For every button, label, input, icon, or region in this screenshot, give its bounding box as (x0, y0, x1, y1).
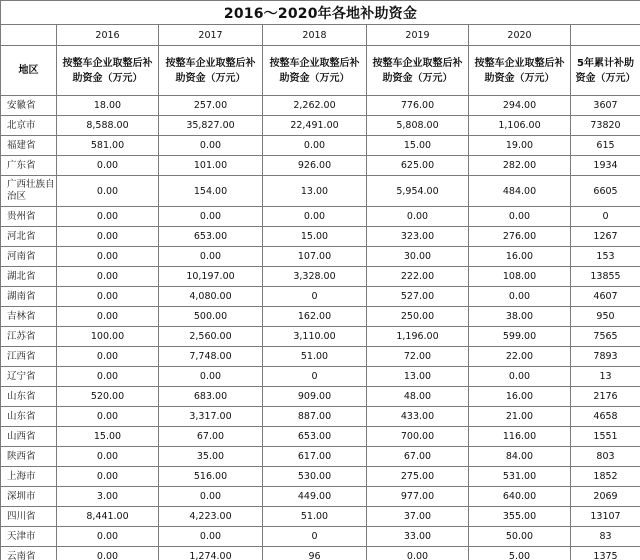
subsidy-cell-2019: 37.00 (367, 507, 469, 527)
subsidy-cell-2020: 5.00 (469, 547, 571, 560)
subsidy-cell-2017: 683.00 (159, 387, 263, 407)
subsidy-cell-2020: 19.00 (469, 136, 571, 156)
subsidy-cell-2020: 21.00 (469, 407, 571, 427)
region-cell: 湖北省 (1, 267, 57, 287)
subsidy-cell-2016: 0.00 (57, 467, 159, 487)
subsidy-cell-2018: 926.00 (263, 156, 367, 176)
table-row (1, 327, 640, 347)
total-cell: 803 (571, 447, 640, 467)
region-cell: 吉林省 (1, 307, 57, 327)
total-cell: 1551 (571, 427, 640, 447)
subsidy-cell-2018: 530.00 (263, 467, 367, 487)
total-cell: 2176 (571, 387, 640, 407)
table-row (1, 447, 640, 467)
region-cell: 福建省 (1, 136, 57, 156)
subsidy-cell-2017: 500.00 (159, 307, 263, 327)
region-cell: 安徽省 (1, 96, 57, 116)
total-cell: 13855 (571, 267, 640, 287)
subsidy-cell-2020: 276.00 (469, 227, 571, 247)
subsidy-cell-2020: 1,106.00 (469, 116, 571, 136)
table-row (1, 267, 640, 287)
total-cell: 6605 (571, 176, 640, 207)
table-row (1, 176, 640, 207)
table-row (1, 96, 640, 116)
subsidy-cell-2017: 0.00 (159, 207, 263, 227)
total-cell: 4658 (571, 407, 640, 427)
table-row (1, 507, 640, 527)
subsidy-cell-2017: 154.00 (159, 176, 263, 207)
subsidy-cell-2018: 0 (263, 527, 367, 547)
region-cell: 河南省 (1, 247, 57, 267)
subsidy-cell-2019: 67.00 (367, 447, 469, 467)
table-row (1, 116, 640, 136)
year-header-2016: 2016 (57, 25, 159, 46)
subsidy-cell-2017: 7,748.00 (159, 347, 263, 367)
subsidy-cell-2020: 0.00 (469, 367, 571, 387)
subsidy-cell-2017: 0.00 (159, 527, 263, 547)
total-cell: 2069 (571, 487, 640, 507)
total-cell: 615 (571, 136, 640, 156)
subsidy-cell-2018: 0.00 (263, 207, 367, 227)
total-cell: 13107 (571, 507, 640, 527)
subsidy-cell-2016: 0.00 (57, 527, 159, 547)
total-cell: 3607 (571, 96, 640, 116)
subsidy-cell-2017: 3,317.00 (159, 407, 263, 427)
subsidy-cell-2018: 15.00 (263, 227, 367, 247)
table-row (1, 347, 640, 367)
subsidy-cell-2017: 0.00 (159, 136, 263, 156)
total-cell: 1267 (571, 227, 640, 247)
region-cell: 山西省 (1, 427, 57, 447)
region-cell: 天津市 (1, 527, 57, 547)
subsidy-cell-2016: 100.00 (57, 327, 159, 347)
region-cell: 江西省 (1, 347, 57, 367)
subsidy-cell-2020: 294.00 (469, 96, 571, 116)
subsidy-cell-2016: 0.00 (57, 547, 159, 560)
table-row (1, 156, 640, 176)
subsidy-cell-2017: 1,274.00 (159, 547, 263, 560)
subsidy-cell-2020: 640.00 (469, 487, 571, 507)
subsidy-header-2018: 按整车企业取整后补助资金（万元） (263, 46, 367, 96)
subsidy-cell-2019: 0.00 (367, 547, 469, 560)
table-row (1, 407, 640, 427)
subsidy-header-2016: 按整车企业取整后补助资金（万元） (57, 46, 159, 96)
subsidy-cell-2019: 13.00 (367, 367, 469, 387)
table-row (1, 527, 640, 547)
subsidy-cell-2017: 2,560.00 (159, 327, 263, 347)
subsidy-cell-2018: 3,110.00 (263, 327, 367, 347)
subsidy-cell-2016: 0.00 (57, 176, 159, 207)
subsidy-cell-2017: 0.00 (159, 247, 263, 267)
table-row (1, 307, 640, 327)
region-cell: 北京市 (1, 116, 57, 136)
subsidy-cell-2019: 48.00 (367, 387, 469, 407)
table-row (1, 547, 640, 560)
subsidy-cell-2017: 0.00 (159, 367, 263, 387)
table-row (1, 247, 640, 267)
total-cell: 83 (571, 527, 640, 547)
region-cell: 湖南省 (1, 287, 57, 307)
table-row (1, 467, 640, 487)
subsidy-cell-2016: 0.00 (57, 307, 159, 327)
subsidy-cell-2017: 0.00 (159, 487, 263, 507)
subsidy-cell-2019: 5,808.00 (367, 116, 469, 136)
subsidy-cell-2017: 101.00 (159, 156, 263, 176)
region-cell: 广西壮族自治区 (1, 176, 57, 207)
total-header: 5年累计补助资金（万元） (571, 46, 640, 96)
subsidy-cell-2019: 323.00 (367, 227, 469, 247)
subsidy-cell-2016: 520.00 (57, 387, 159, 407)
subsidy-cell-2020: 355.00 (469, 507, 571, 527)
year-header-2018: 2018 (263, 25, 367, 46)
subsidy-cell-2017: 67.00 (159, 427, 263, 447)
subsidy-cell-2016: 8,441.00 (57, 507, 159, 527)
total-cell: 73820 (571, 116, 640, 136)
table-row (1, 136, 640, 156)
subsidy-cell-2017: 35,827.00 (159, 116, 263, 136)
subsidy-cell-2020: 50.00 (469, 527, 571, 547)
subsidy-cell-2020: 84.00 (469, 447, 571, 467)
subsidy-cell-2020: 282.00 (469, 156, 571, 176)
subsidy-cell-2020: 22.00 (469, 347, 571, 367)
subsidy-cell-2019: 5,954.00 (367, 176, 469, 207)
total-cell: 7893 (571, 347, 640, 367)
subsidy-cell-2018: 22,491.00 (263, 116, 367, 136)
subsidy-cell-2017: 257.00 (159, 96, 263, 116)
region-cell: 深圳市 (1, 487, 57, 507)
subsidy-cell-2019: 625.00 (367, 156, 469, 176)
region-header: 地区 (1, 46, 57, 96)
subsidy-cell-2018: 449.00 (263, 487, 367, 507)
region-cell: 四川省 (1, 507, 57, 527)
subsidy-cell-2016: 0.00 (57, 156, 159, 176)
subsidy-header-2017: 按整车企业取整后补助资金（万元） (159, 46, 263, 96)
region-cell: 陕西省 (1, 447, 57, 467)
total-cell: 153 (571, 247, 640, 267)
subsidy-cell-2019: 275.00 (367, 467, 469, 487)
subsidy-cell-2020: 484.00 (469, 176, 571, 207)
subsidy-cell-2016: 0.00 (57, 227, 159, 247)
subsidy-cell-2016: 15.00 (57, 427, 159, 447)
table-row (1, 387, 640, 407)
subsidy-cell-2016: 3.00 (57, 487, 159, 507)
subsidy-cell-2016: 18.00 (57, 96, 159, 116)
subsidy-cell-2020: 116.00 (469, 427, 571, 447)
total-cell: 1934 (571, 156, 640, 176)
subsidy-cell-2016: 0.00 (57, 207, 159, 227)
subsidy-cell-2016: 0.00 (57, 407, 159, 427)
table-row (1, 487, 640, 507)
subsidy-cell-2019: 776.00 (367, 96, 469, 116)
region-cell: 云南省 (1, 547, 57, 560)
subsidy-cell-2016: 0.00 (57, 267, 159, 287)
subsidy-cell-2018: 887.00 (263, 407, 367, 427)
total-cell: 950 (571, 307, 640, 327)
subsidy-cell-2020: 38.00 (469, 307, 571, 327)
table-row (1, 287, 640, 307)
subsidy-header-2019: 按整车企业取整后补助资金（万元） (367, 46, 469, 96)
year-header-2017: 2017 (159, 25, 263, 46)
region-cell: 辽宁省 (1, 367, 57, 387)
table-row (1, 207, 640, 227)
subsidy-cell-2018: 0.00 (263, 136, 367, 156)
total-cell: 13 (571, 367, 640, 387)
table-row (1, 227, 640, 247)
subsidy-cell-2016: 0.00 (57, 347, 159, 367)
subsidy-header-2020: 按整车企业取整后补助资金（万元） (469, 46, 571, 96)
region-cell: 山东省 (1, 407, 57, 427)
table-row (1, 427, 640, 447)
total-cell: 4607 (571, 287, 640, 307)
subsidy-cell-2016: 0.00 (57, 287, 159, 307)
year-header-blank (1, 25, 57, 46)
subsidy-cell-2019: 527.00 (367, 287, 469, 307)
subsidy-cell-2020: 16.00 (469, 387, 571, 407)
subsidy-cell-2017: 10,197.00 (159, 267, 263, 287)
subsidy-cell-2017: 653.00 (159, 227, 263, 247)
subsidy-cell-2019: 72.00 (367, 347, 469, 367)
subsidy-cell-2018: 617.00 (263, 447, 367, 467)
subsidy-cell-2016: 8,588.00 (57, 116, 159, 136)
year-header-row (1, 25, 640, 46)
subsidy-cell-2016: 0.00 (57, 247, 159, 267)
subsidy-cell-2018: 51.00 (263, 507, 367, 527)
subsidy-cell-2020: 531.00 (469, 467, 571, 487)
column-header-row (1, 46, 640, 96)
subsidy-cell-2018: 3,328.00 (263, 267, 367, 287)
subsidy-cell-2019: 33.00 (367, 527, 469, 547)
subsidy-cell-2018: 653.00 (263, 427, 367, 447)
subsidy-cell-2016: 581.00 (57, 136, 159, 156)
subsidy-cell-2018: 0 (263, 287, 367, 307)
subsidy-cell-2020: 0.00 (469, 287, 571, 307)
subsidy-cell-2019: 700.00 (367, 427, 469, 447)
subsidy-cell-2018: 0 (263, 367, 367, 387)
subsidy-cell-2019: 977.00 (367, 487, 469, 507)
subsidy-cell-2018: 2,262.00 (263, 96, 367, 116)
subsidy-cell-2018: 96 (263, 547, 367, 560)
subsidy-cell-2020: 16.00 (469, 247, 571, 267)
year-header-blank-total (571, 25, 640, 46)
year-header-2020: 2020 (469, 25, 571, 46)
subsidy-cell-2019: 15.00 (367, 136, 469, 156)
subsidy-cell-2017: 4,223.00 (159, 507, 263, 527)
subsidy-cell-2017: 35.00 (159, 447, 263, 467)
region-cell: 贵州省 (1, 207, 57, 227)
region-cell: 上海市 (1, 467, 57, 487)
total-cell: 1852 (571, 467, 640, 487)
subsidy-cell-2020: 599.00 (469, 327, 571, 347)
table-title: 2016～2020年各地补助资金 (1, 1, 640, 25)
region-cell: 河北省 (1, 227, 57, 247)
subsidy-cell-2019: 1,196.00 (367, 327, 469, 347)
subsidy-cell-2018: 13.00 (263, 176, 367, 207)
subsidy-cell-2019: 250.00 (367, 307, 469, 327)
total-cell: 0 (571, 207, 640, 227)
subsidy-cell-2019: 222.00 (367, 267, 469, 287)
subsidy-cell-2019: 433.00 (367, 407, 469, 427)
subsidy-cell-2016: 0.00 (57, 447, 159, 467)
subsidy-cell-2020: 108.00 (469, 267, 571, 287)
subsidy-cell-2017: 516.00 (159, 467, 263, 487)
subsidy-cell-2019: 0.00 (367, 207, 469, 227)
subsidy-cell-2016: 0.00 (57, 367, 159, 387)
total-cell: 7565 (571, 327, 640, 347)
subsidy-cell-2019: 30.00 (367, 247, 469, 267)
table-row (1, 367, 640, 387)
subsidy-cell-2017: 4,080.00 (159, 287, 263, 307)
subsidy-cell-2018: 107.00 (263, 247, 367, 267)
region-cell: 广东省 (1, 156, 57, 176)
region-cell: 江苏省 (1, 327, 57, 347)
region-cell: 山东省 (1, 387, 57, 407)
subsidy-cell-2018: 909.00 (263, 387, 367, 407)
subsidy-cell-2020: 0.00 (469, 207, 571, 227)
subsidy-cell-2018: 162.00 (263, 307, 367, 327)
total-cell: 1375 (571, 547, 640, 560)
year-header-2019: 2019 (367, 25, 469, 46)
subsidy-cell-2018: 51.00 (263, 347, 367, 367)
